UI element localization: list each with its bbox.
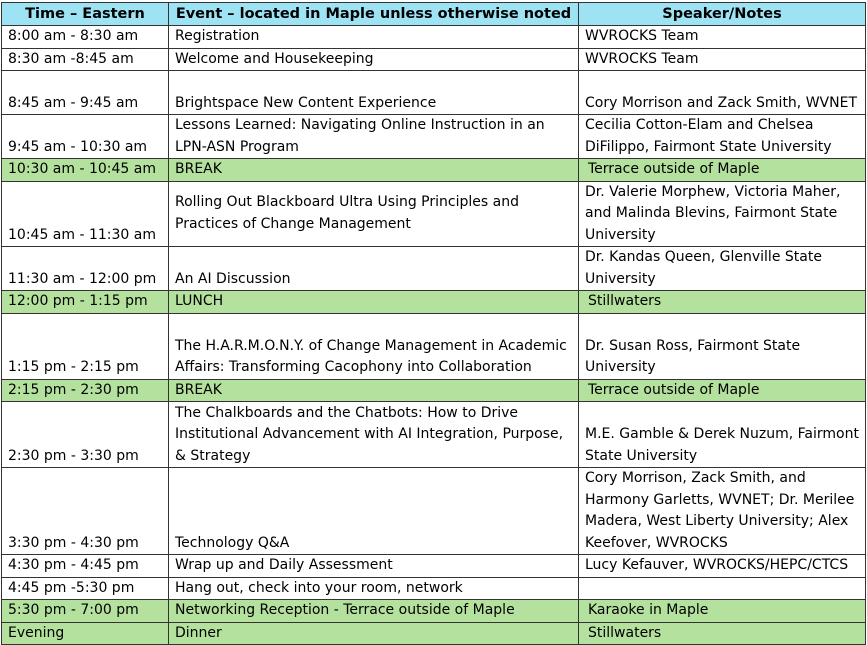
table-row-break [2, 379, 866, 402]
time-cell: 11:30 am - 12:00 pm [2, 247, 169, 291]
event-cell: BREAK [169, 159, 579, 182]
time-cell: 8:30 am -8:45 am [2, 48, 169, 71]
event-cell: The Chalkboards and the Chatbots: How to Drive Institutional Advancement with AI Integration, Purpose, & Strategy [169, 402, 579, 468]
notes-cell: WVROCKS Team [579, 48, 866, 71]
notes-cell [579, 577, 866, 600]
table-row [2, 577, 866, 600]
event-cell: Rolling Out Blackboard Ultra Using Principles and Practices of Change Management [169, 181, 579, 247]
table-row [2, 26, 866, 49]
time-cell: 10:45 am - 11:30 am [2, 181, 169, 247]
notes-cell: M.E. Gamble & Derek Nuzum, Fairmont State University [579, 402, 866, 468]
table-row [2, 468, 866, 555]
notes-cell: Dr. Susan Ross, Fairmont State University [579, 313, 866, 379]
time-cell: 4:45 pm -5:30 pm [2, 577, 169, 600]
time-cell: 2:15 pm - 2:30 pm [2, 379, 169, 402]
notes-cell: Lucy Kefauver, WVROCKS/HEPC/CTCS [579, 555, 866, 578]
notes-cell: Cecilia Cotton-Elam and Chelsea DiFilippo, Fairmont State University [579, 115, 866, 159]
notes-cell: WVROCKS Team [579, 26, 866, 49]
event-cell: Technology Q&A [169, 468, 579, 555]
event-cell: Brightspace New Content Experience [169, 71, 579, 115]
notes-cell: Cory Morrison and Zack Smith, WVNET [579, 71, 866, 115]
table-row-dinner [2, 622, 866, 645]
notes-cell: Cory Morrison, Zack Smith, and Harmony Garletts, WVNET; Dr. Merilee Madera, West Liberty University; Alex Keefover, WVROCKS [579, 468, 866, 555]
event-cell: The H.A.R.M.O.N.Y. of Change Management in Academic Affairs: Transforming Cacophony into Collaboration [169, 313, 579, 379]
event-cell: LUNCH [169, 291, 579, 314]
event-cell: Lessons Learned: Navigating Online Instruction in an LPN-ASN Program [169, 115, 579, 159]
notes-cell: Stillwaters [579, 291, 866, 314]
table-row-reception [2, 600, 866, 623]
notes-cell: Terrace outside of Maple [579, 379, 866, 402]
header-event: Event – located in Maple unless otherwise noted [169, 3, 579, 26]
table-row [2, 181, 866, 247]
event-cell: Registration [169, 26, 579, 49]
time-cell: 8:00 am - 8:30 am [2, 26, 169, 49]
event-cell: Wrap up and Daily Assessment [169, 555, 579, 578]
time-cell: 4:30 pm - 4:45 pm [2, 555, 169, 578]
time-cell: 9:45 am - 10:30 am [2, 115, 169, 159]
event-cell: Welcome and Housekeeping [169, 48, 579, 71]
table-row [2, 402, 866, 468]
table-row [2, 555, 866, 578]
time-cell: 3:30 pm - 4:30 pm [2, 468, 169, 555]
event-cell: BREAK [169, 379, 579, 402]
table-row [2, 313, 866, 379]
table-row [2, 247, 866, 291]
table-row-break [2, 159, 866, 182]
table-row-lunch [2, 291, 866, 314]
header-time: Time – Eastern [2, 3, 169, 26]
time-cell: 2:30 pm - 3:30 pm [2, 402, 169, 468]
table-row [2, 71, 866, 115]
time-cell: 8:45 am - 9:45 am [2, 71, 169, 115]
schedule-body [2, 26, 866, 645]
time-cell: 12:00 pm - 1:15 pm [2, 291, 169, 314]
schedule-table [1, 2, 866, 645]
event-cell: Hang out, check into your room, network [169, 577, 579, 600]
time-cell: 5:30 pm - 7:00 pm [2, 600, 169, 623]
time-cell: Evening [2, 622, 169, 645]
notes-cell: Dr. Valerie Morphew, Victoria Maher, and Malinda Blevins, Fairmont State University [579, 181, 866, 247]
header-notes: Speaker/Notes [579, 3, 866, 26]
notes-cell: Stillwaters [579, 622, 866, 645]
event-cell: Dinner [169, 622, 579, 645]
time-cell: 10:30 am - 10:45 am [2, 159, 169, 182]
time-cell: 1:15 pm - 2:15 pm [2, 313, 169, 379]
table-row [2, 48, 866, 71]
table-row [2, 115, 866, 159]
notes-cell: Dr. Kandas Queen, Glenville State University [579, 247, 866, 291]
event-cell: An AI Discussion [169, 247, 579, 291]
event-cell: Networking Reception - Terrace outside of Maple [169, 600, 579, 623]
notes-cell: Karaoke in Maple [579, 600, 866, 623]
header-row [2, 3, 866, 26]
notes-cell: Terrace outside of Maple [579, 159, 866, 182]
